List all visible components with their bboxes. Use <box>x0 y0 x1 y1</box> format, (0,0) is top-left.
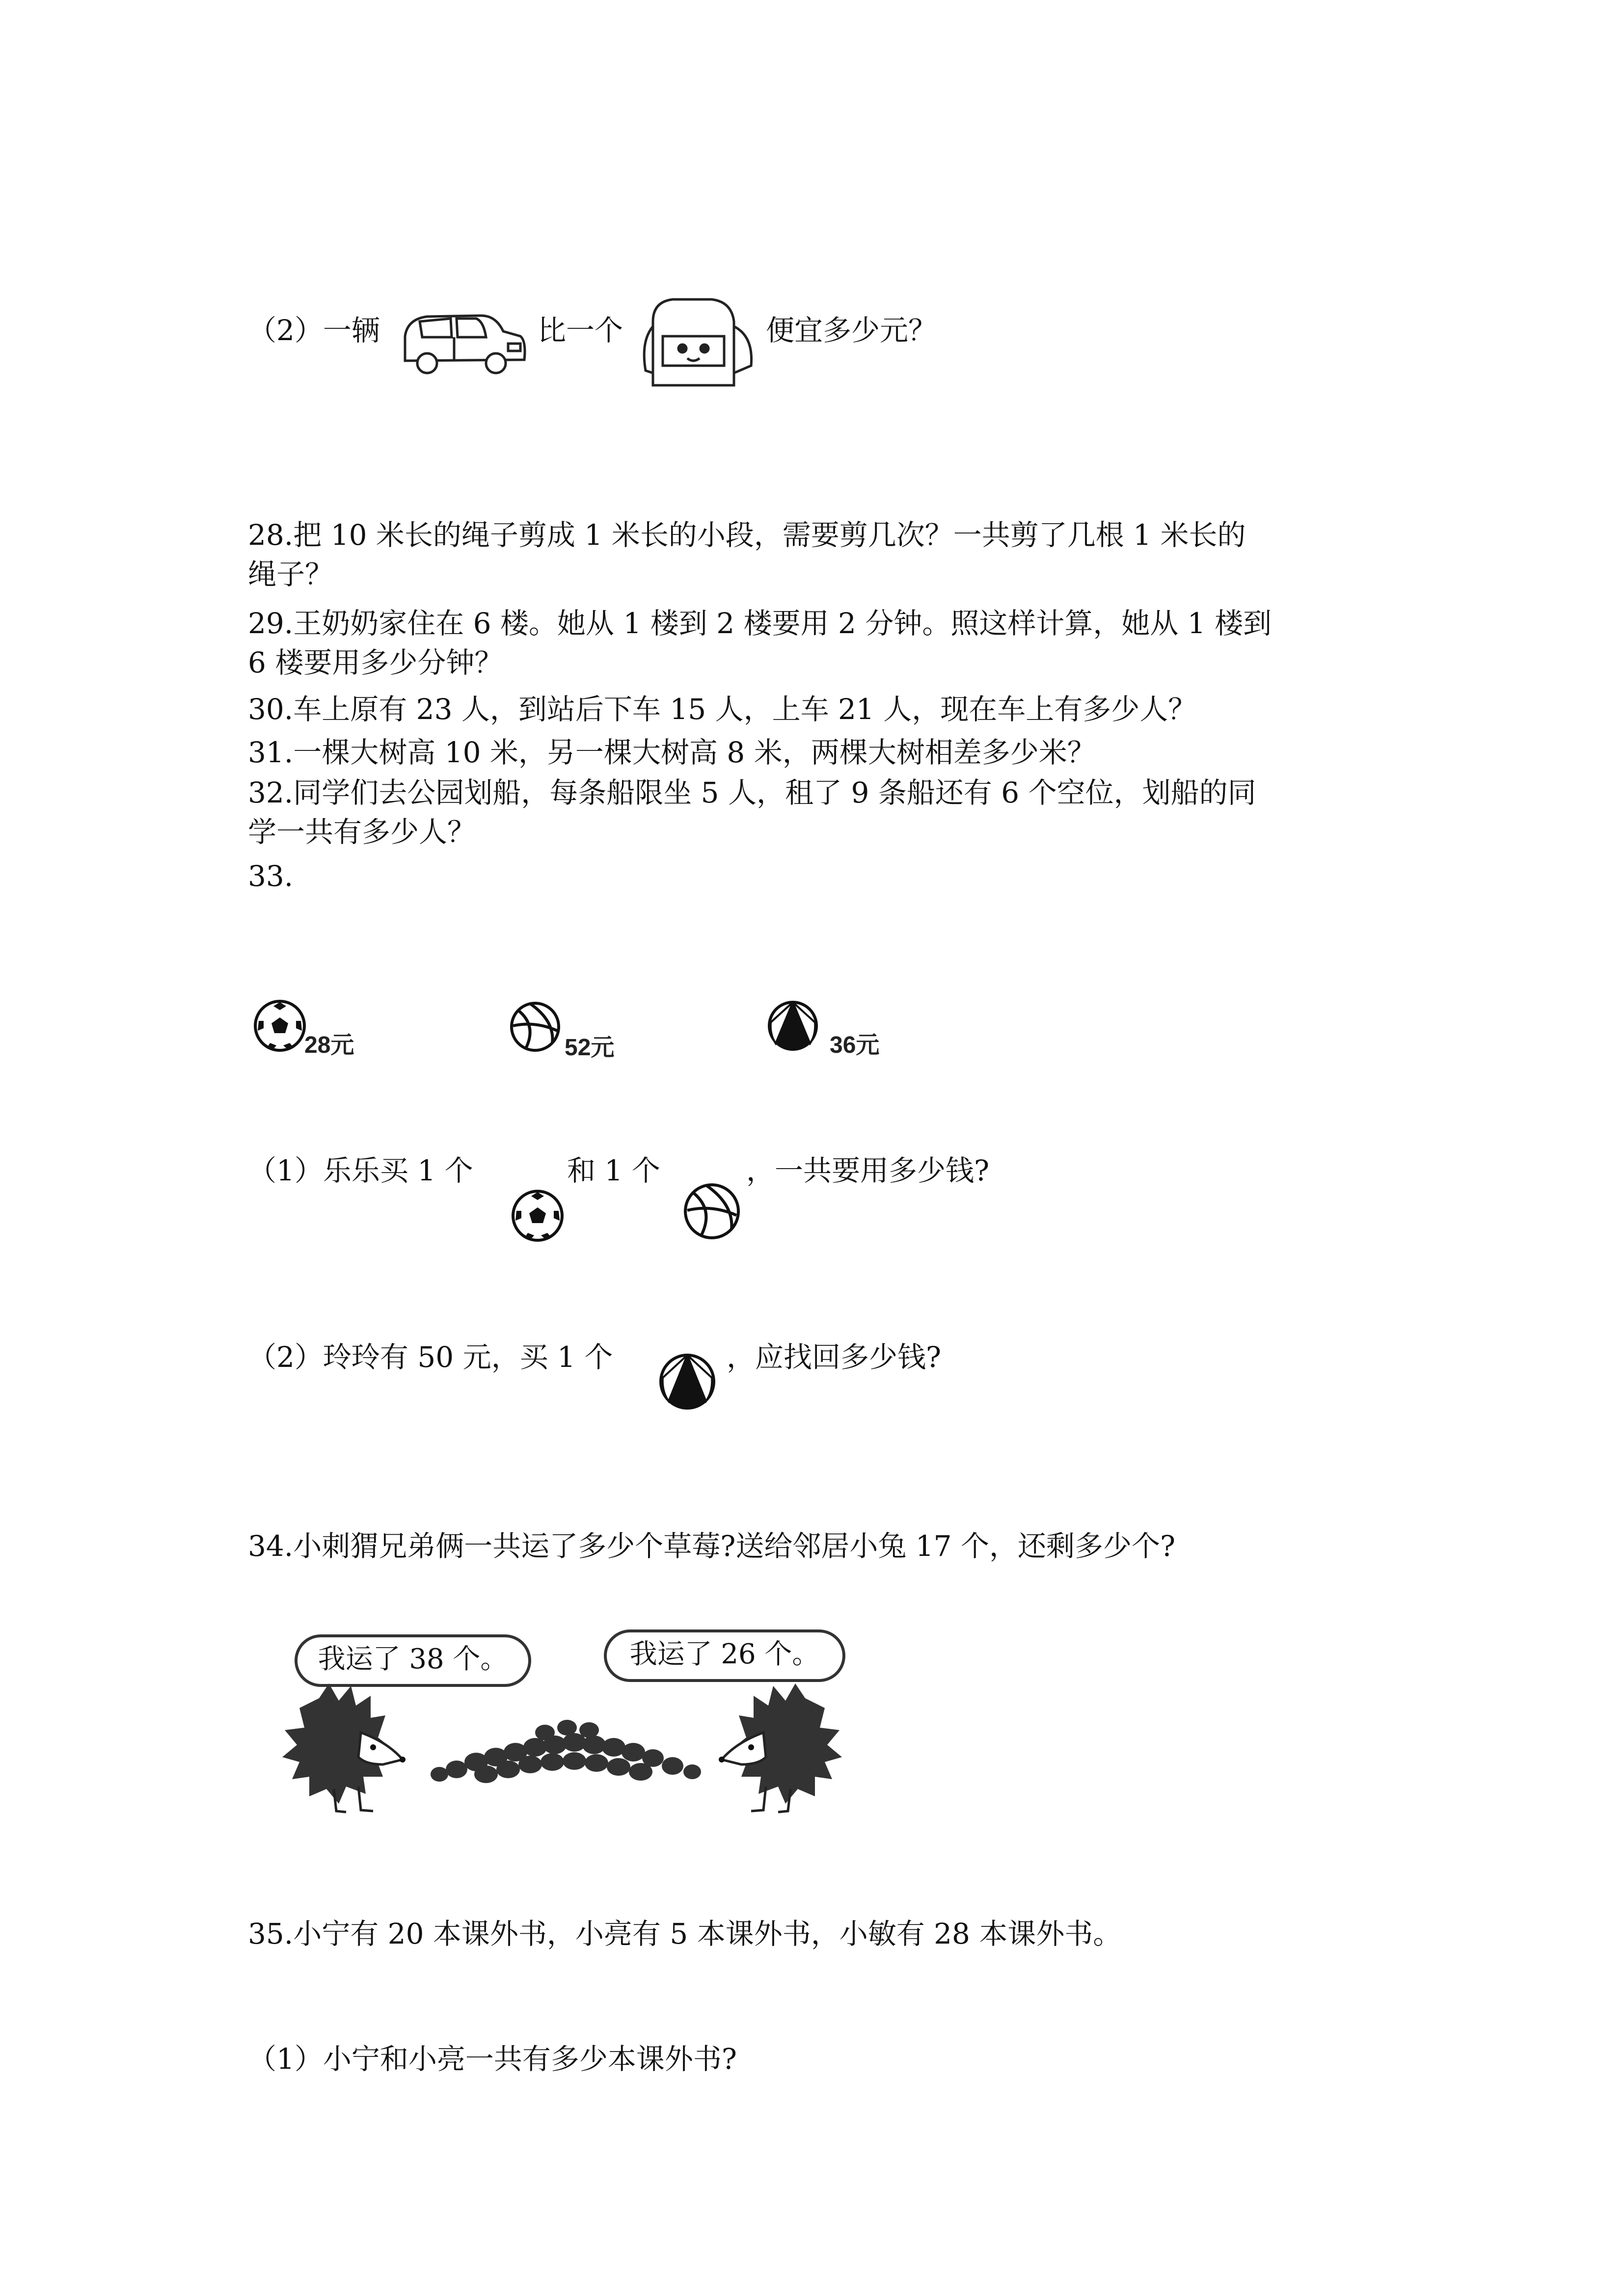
hedgehog-right-icon <box>719 1683 842 1812</box>
beachball-price: 36元 <box>830 1032 880 1058</box>
q28-line1: 28.把 10 米长的绳子剪成 1 米长的小段，需要剪几次？一共剪了几根 1 米长的 <box>248 518 1246 552</box>
basketball-price: 52元 <box>565 1035 615 1061</box>
basketball-icon <box>682 1178 741 1244</box>
soccer-ball-icon <box>511 1185 565 1247</box>
q31-line1: 31.一棵大树高 10 米，另一棵大树高 8 米，两棵大树相差多少米？ <box>248 736 1096 769</box>
strawberry-pile-icon <box>431 1720 701 1783</box>
q33-part2-prefix: （2）玲玲有 50 元，买 1 个 <box>248 1340 613 1374</box>
q30-line1: 30.车上原有 23 人，到站后下车 15 人，上车 21 人，现在车上有多少人？ <box>248 693 1197 726</box>
q35-line1: 35.小宁有 20 本课外书，小亮有 5 本课外书，小敏有 28 本课外书。 <box>248 1917 1122 1950</box>
q27-part2-mid: 比一个 <box>538 314 623 347</box>
q27-part2-suffix: 便宜多少元？ <box>766 314 937 347</box>
q33-part1-mid: 和 1 个 <box>567 1154 660 1187</box>
q33-number: 33. <box>248 859 294 893</box>
q29-line1: 29.王奶奶家住在 6 楼。她从 1 楼到 2 楼要用 2 分钟。照这样计算，她从 1 楼到 <box>248 607 1272 640</box>
q32-line2: 学一共有多少人？ <box>248 815 476 849</box>
q35-part1: （1）小宁和小亮一共有多少本课外书? <box>248 2042 737 2076</box>
hedgehog-left-icon <box>282 1683 406 1812</box>
beach-ball-icon <box>658 1347 717 1416</box>
q29-line2: 6 楼要用多少分钟？ <box>248 646 503 679</box>
q33-part2-suffix: ，应找回多少钱? <box>727 1340 942 1374</box>
q33-part1-suffix: ，一共要用多少钱? <box>746 1154 990 1187</box>
backpack-icon <box>633 292 756 395</box>
q34-line1: 34.小刺猬兄弟俩一共运了多少个草莓?送给邻居小兔 17 个，还剩多少个? <box>248 1529 1176 1563</box>
q32-line1: 32.同学们去公园划船，每条船限坐 5 人，租了 9 条船还有 6 个空位，划船的同 <box>248 776 1256 809</box>
soccer-price: 28元 <box>304 1032 354 1058</box>
speech-bubble-left: 我运了 38 个。 <box>295 1634 531 1687</box>
car-icon <box>398 307 530 380</box>
basketball-icon <box>508 996 562 1058</box>
soccer-ball-icon <box>253 994 307 1058</box>
hedgehogs-strawberries-illustration <box>260 1679 898 1826</box>
q27-part2-prefix: （2）一辆 <box>248 314 380 347</box>
beach-ball-icon <box>766 995 820 1057</box>
speech-bubble-right: 我运了 26 个。 <box>604 1629 845 1682</box>
q33-part1-prefix: （1）乐乐买 1 个 <box>248 1154 473 1187</box>
q28-line2: 绳子？ <box>248 558 334 591</box>
